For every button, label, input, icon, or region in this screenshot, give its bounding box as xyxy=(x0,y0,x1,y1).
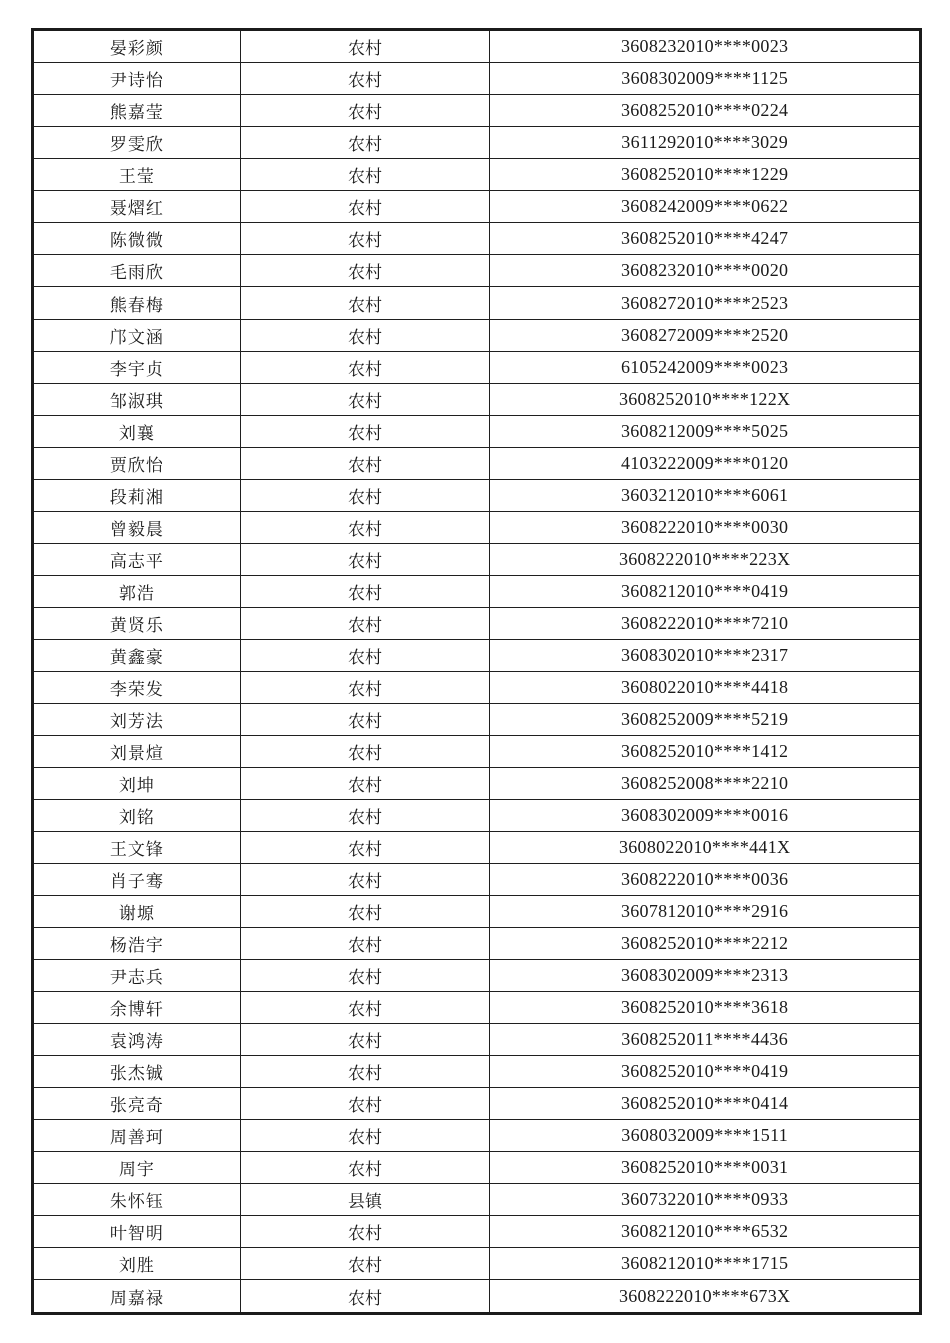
id-number-cell: 3608232010****0023 xyxy=(490,30,921,63)
student-name-cell: 尹志兵 xyxy=(33,960,241,992)
student-name-cell: 黄贤乐 xyxy=(33,607,241,639)
table-row xyxy=(33,1056,921,1088)
id-number-cell: 3608302009****2313 xyxy=(490,960,921,992)
id-number-cell: 3608252010****0414 xyxy=(490,1088,921,1120)
id-number-cell: 6105242009****0023 xyxy=(490,351,921,383)
table-row xyxy=(33,447,921,479)
residence-type-cell: 县镇 xyxy=(240,1184,490,1216)
table-row xyxy=(33,864,921,896)
residence-type-cell: 农村 xyxy=(240,223,490,255)
residence-type-cell: 农村 xyxy=(240,928,490,960)
student-name-cell: 杨浩宇 xyxy=(33,928,241,960)
residence-type-cell: 农村 xyxy=(240,1056,490,1088)
id-number-cell: 3608252010****0031 xyxy=(490,1152,921,1184)
residence-type-cell: 农村 xyxy=(240,1088,490,1120)
table-row xyxy=(33,1280,921,1314)
table-row xyxy=(33,960,921,992)
table-row xyxy=(33,1152,921,1184)
id-number-cell: 3608222010****7210 xyxy=(490,607,921,639)
id-number-cell: 3608252010****2212 xyxy=(490,928,921,960)
student-name-cell: 聂熠红 xyxy=(33,191,241,223)
table-row xyxy=(33,1024,921,1056)
table-row xyxy=(33,351,921,383)
id-number-cell: 3608302010****2317 xyxy=(490,639,921,671)
student-name-cell: 叶智明 xyxy=(33,1216,241,1248)
residence-type-cell: 农村 xyxy=(240,896,490,928)
residence-type-cell: 农村 xyxy=(240,127,490,159)
id-number-cell: 3608252010****3618 xyxy=(490,992,921,1024)
student-name-cell: 晏彩颜 xyxy=(33,30,241,63)
student-roster-table-wrap xyxy=(31,28,922,1315)
residence-type-cell: 农村 xyxy=(240,767,490,799)
table-row xyxy=(33,799,921,831)
table-body xyxy=(33,30,921,1314)
id-number-cell: 3608022010****4418 xyxy=(490,671,921,703)
student-name-cell: 刘襄 xyxy=(33,415,241,447)
table-row xyxy=(33,255,921,287)
student-name-cell: 周宇 xyxy=(33,1152,241,1184)
student-name-cell: 段莉湘 xyxy=(33,479,241,511)
residence-type-cell: 农村 xyxy=(240,287,490,319)
residence-type-cell: 农村 xyxy=(240,383,490,415)
student-name-cell: 周善珂 xyxy=(33,1120,241,1152)
student-name-cell: 刘芳法 xyxy=(33,703,241,735)
id-number-cell: 3611292010****3029 xyxy=(490,127,921,159)
student-name-cell: 李荣发 xyxy=(33,671,241,703)
student-name-cell: 王文锋 xyxy=(33,832,241,864)
id-number-cell: 3608252010****4247 xyxy=(490,223,921,255)
table-row xyxy=(33,832,921,864)
student-name-cell: 尹诗怡 xyxy=(33,63,241,95)
student-name-cell: 刘胜 xyxy=(33,1248,241,1280)
table-row xyxy=(33,607,921,639)
id-number-cell: 3607812010****2916 xyxy=(490,896,921,928)
residence-type-cell: 农村 xyxy=(240,703,490,735)
residence-type-cell: 农村 xyxy=(240,607,490,639)
table-row xyxy=(33,383,921,415)
residence-type-cell: 农村 xyxy=(240,960,490,992)
table-row xyxy=(33,896,921,928)
student-name-cell: 周嘉禄 xyxy=(33,1280,241,1314)
residence-type-cell: 农村 xyxy=(240,1152,490,1184)
residence-type-cell: 农村 xyxy=(240,191,490,223)
student-name-cell: 余博轩 xyxy=(33,992,241,1024)
id-number-cell: 3608212010****1715 xyxy=(490,1248,921,1280)
table-row xyxy=(33,992,921,1024)
table-row xyxy=(33,127,921,159)
table-row xyxy=(33,1248,921,1280)
residence-type-cell: 农村 xyxy=(240,735,490,767)
student-name-cell: 熊嘉莹 xyxy=(33,95,241,127)
residence-type-cell: 农村 xyxy=(240,63,490,95)
table-row xyxy=(33,287,921,319)
table-row xyxy=(33,415,921,447)
residence-type-cell: 农村 xyxy=(240,159,490,191)
residence-type-cell: 农村 xyxy=(240,351,490,383)
table-row xyxy=(33,95,921,127)
residence-type-cell: 农村 xyxy=(240,1248,490,1280)
residence-type-cell: 农村 xyxy=(240,479,490,511)
student-name-cell: 朱怀钰 xyxy=(33,1184,241,1216)
student-name-cell: 陈微微 xyxy=(33,223,241,255)
table-row xyxy=(33,191,921,223)
student-name-cell: 刘坤 xyxy=(33,767,241,799)
residence-type-cell: 农村 xyxy=(240,1216,490,1248)
residence-type-cell: 农村 xyxy=(240,832,490,864)
id-number-cell: 3608032009****1511 xyxy=(490,1120,921,1152)
student-name-cell: 刘铭 xyxy=(33,799,241,831)
id-number-cell: 3608252010****1412 xyxy=(490,735,921,767)
residence-type-cell: 农村 xyxy=(240,992,490,1024)
table-row xyxy=(33,671,921,703)
student-name-cell: 张亮奇 xyxy=(33,1088,241,1120)
id-number-cell: 4103222009****0120 xyxy=(490,447,921,479)
table-row xyxy=(33,511,921,543)
table-row xyxy=(33,223,921,255)
table-row xyxy=(33,1216,921,1248)
id-number-cell: 3608232010****0020 xyxy=(490,255,921,287)
residence-type-cell: 农村 xyxy=(240,319,490,351)
id-number-cell: 3608252010****0224 xyxy=(490,95,921,127)
student-name-cell: 毛雨欣 xyxy=(33,255,241,287)
table-row xyxy=(33,767,921,799)
table-row xyxy=(33,30,921,63)
student-name-cell: 刘景煊 xyxy=(33,735,241,767)
id-number-cell: 3603212010****6061 xyxy=(490,479,921,511)
student-name-cell: 王莹 xyxy=(33,159,241,191)
id-number-cell: 3608212010****6532 xyxy=(490,1216,921,1248)
id-number-cell: 3608212010****0419 xyxy=(490,575,921,607)
student-name-cell: 谢塬 xyxy=(33,896,241,928)
table-row xyxy=(33,479,921,511)
id-number-cell: 3608022010****441X xyxy=(490,832,921,864)
residence-type-cell: 农村 xyxy=(240,799,490,831)
id-number-cell: 3607322010****0933 xyxy=(490,1184,921,1216)
residence-type-cell: 农村 xyxy=(240,95,490,127)
residence-type-cell: 农村 xyxy=(240,575,490,607)
student-name-cell: 曾毅晨 xyxy=(33,511,241,543)
student-name-cell: 邝文涵 xyxy=(33,319,241,351)
residence-type-cell: 农村 xyxy=(240,543,490,575)
table-row xyxy=(33,63,921,95)
id-number-cell: 3608252011****4436 xyxy=(490,1024,921,1056)
id-number-cell: 3608252010****0419 xyxy=(490,1056,921,1088)
id-number-cell: 3608252009****5219 xyxy=(490,703,921,735)
id-number-cell: 3608252010****1229 xyxy=(490,159,921,191)
table-row xyxy=(33,319,921,351)
student-name-cell: 邹淑琪 xyxy=(33,383,241,415)
student-name-cell: 贾欣怡 xyxy=(33,447,241,479)
table-row xyxy=(33,543,921,575)
student-name-cell: 高志平 xyxy=(33,543,241,575)
table-row xyxy=(33,575,921,607)
table-row xyxy=(33,639,921,671)
residence-type-cell: 农村 xyxy=(240,255,490,287)
student-name-cell: 袁鸿涛 xyxy=(33,1024,241,1056)
id-number-cell: 3608302009****0016 xyxy=(490,799,921,831)
student-name-cell: 张杰铖 xyxy=(33,1056,241,1088)
table-row xyxy=(33,1184,921,1216)
id-number-cell: 3608222010****673X xyxy=(490,1280,921,1314)
student-name-cell: 罗雯欣 xyxy=(33,127,241,159)
residence-type-cell: 农村 xyxy=(240,511,490,543)
student-name-cell: 李宇贞 xyxy=(33,351,241,383)
id-number-cell: 3608222010****0036 xyxy=(490,864,921,896)
student-name-cell: 熊春梅 xyxy=(33,287,241,319)
id-number-cell: 3608212009****5025 xyxy=(490,415,921,447)
table-row xyxy=(33,703,921,735)
id-number-cell: 3608242009****0622 xyxy=(490,191,921,223)
residence-type-cell: 农村 xyxy=(240,1280,490,1314)
residence-type-cell: 农村 xyxy=(240,447,490,479)
student-roster-table xyxy=(31,28,922,1315)
residence-type-cell: 农村 xyxy=(240,639,490,671)
student-name-cell: 肖子骞 xyxy=(33,864,241,896)
residence-type-cell: 农村 xyxy=(240,415,490,447)
residence-type-cell: 农村 xyxy=(240,30,490,63)
student-name-cell: 黄鑫豪 xyxy=(33,639,241,671)
student-name-cell: 郭浩 xyxy=(33,575,241,607)
id-number-cell: 3608222010****223X xyxy=(490,543,921,575)
id-number-cell: 3608252010****122X xyxy=(490,383,921,415)
id-number-cell: 3608272010****2523 xyxy=(490,287,921,319)
id-number-cell: 3608272009****2520 xyxy=(490,319,921,351)
table-row xyxy=(33,1120,921,1152)
residence-type-cell: 农村 xyxy=(240,671,490,703)
residence-type-cell: 农村 xyxy=(240,1024,490,1056)
id-number-cell: 3608222010****0030 xyxy=(490,511,921,543)
residence-type-cell: 农村 xyxy=(240,864,490,896)
table-row xyxy=(33,1088,921,1120)
table-row xyxy=(33,735,921,767)
residence-type-cell: 农村 xyxy=(240,1120,490,1152)
table-row xyxy=(33,928,921,960)
id-number-cell: 3608252008****2210 xyxy=(490,767,921,799)
table-row xyxy=(33,159,921,191)
id-number-cell: 3608302009****1125 xyxy=(490,63,921,95)
